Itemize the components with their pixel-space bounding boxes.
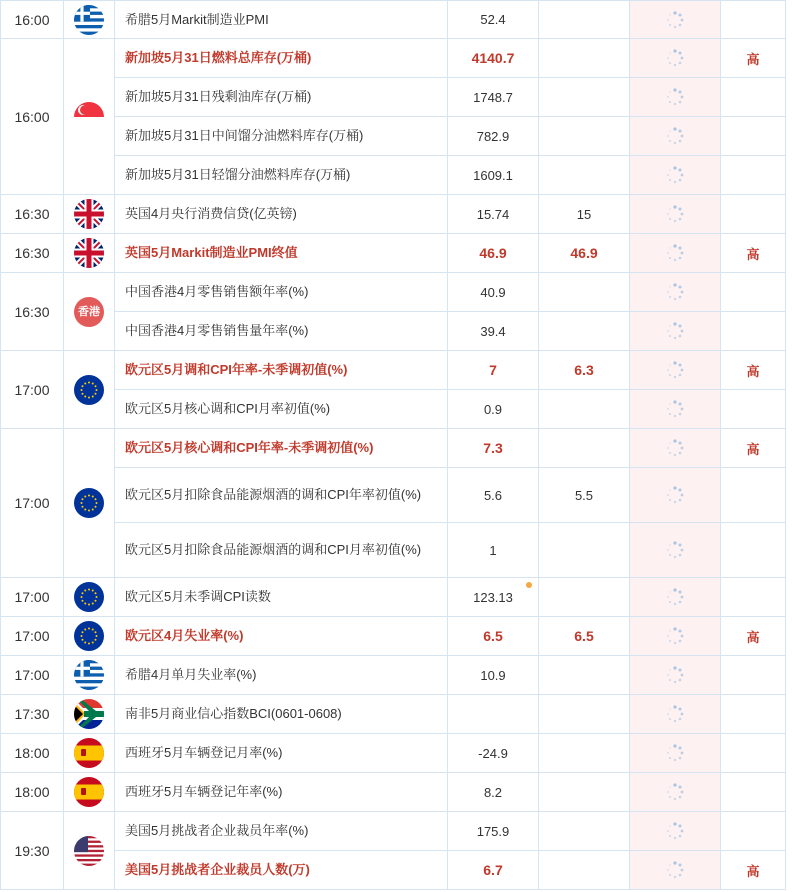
event-time: 19:30 xyxy=(1,812,64,890)
loading-spinner-icon xyxy=(666,705,684,723)
loading-spinner-icon xyxy=(666,627,684,645)
importance-label xyxy=(721,195,786,234)
event-time: 18:00 xyxy=(1,773,64,812)
previous-value[interactable]: 123.13 xyxy=(448,578,539,617)
table-row xyxy=(1,117,786,156)
event-name[interactable]: 新加坡5月31日残剩油库存(万桶) xyxy=(115,78,448,117)
previous-value: 6.5 xyxy=(448,617,539,656)
importance-label xyxy=(721,273,786,312)
loading-spinner-icon xyxy=(666,486,684,504)
forecast-value: 15 xyxy=(539,195,630,234)
loading-spinner-icon xyxy=(666,166,684,184)
importance-label xyxy=(721,812,786,851)
forecast-value xyxy=(539,273,630,312)
loading-spinner-icon xyxy=(666,400,684,418)
importance-label xyxy=(721,734,786,773)
loading-spinner-icon xyxy=(666,49,684,67)
forecast-value: 46.9 xyxy=(539,234,630,273)
previous-value: 1609.1 xyxy=(448,156,539,195)
previous-value: 0.9 xyxy=(448,390,539,429)
eu-flag-icon xyxy=(74,582,104,612)
loading-spinner-icon xyxy=(666,127,684,145)
previous-value: 52.4 xyxy=(448,1,539,39)
event-time: 18:00 xyxy=(1,734,64,773)
forecast-value xyxy=(539,39,630,78)
us-flag-icon xyxy=(74,836,104,866)
previous-value: 8.2 xyxy=(448,773,539,812)
table-row xyxy=(1,1,786,39)
table-row xyxy=(1,734,786,773)
previous-value: 1748.7 xyxy=(448,78,539,117)
loading-spinner-icon xyxy=(666,666,684,684)
event-time: 17:00 xyxy=(1,351,64,429)
event-name[interactable]: 中国香港4月零售销售量年率(%) xyxy=(115,312,448,351)
table-row xyxy=(1,312,786,351)
event-name[interactable]: 希腊5月Markit制造业PMI xyxy=(115,1,448,39)
table-row xyxy=(1,390,786,429)
event-time: 16:00 xyxy=(1,39,64,195)
previous-value: 10.9 xyxy=(448,656,539,695)
forecast-value xyxy=(539,851,630,890)
event-name[interactable]: 新加坡5月31日中间馏分油燃料库存(万桶) xyxy=(115,117,448,156)
forecast-value xyxy=(539,578,630,617)
loading-spinner-icon xyxy=(666,744,684,762)
table-row xyxy=(1,156,786,195)
forecast-value xyxy=(539,312,630,351)
loading-spinner-icon xyxy=(666,322,684,340)
table-row xyxy=(1,656,786,695)
importance-label xyxy=(721,695,786,734)
uk-flag-icon xyxy=(74,238,104,268)
forecast-value xyxy=(539,429,630,468)
hongkong-flag-icon: 香港 xyxy=(74,297,104,327)
loading-spinner-icon xyxy=(666,541,684,559)
table-row xyxy=(1,351,786,390)
table-row xyxy=(1,273,786,312)
table-row xyxy=(1,78,786,117)
previous-value: 7 xyxy=(448,351,539,390)
loading-spinner-icon xyxy=(666,244,684,262)
table-row xyxy=(1,695,786,734)
forecast-value xyxy=(539,734,630,773)
table-row xyxy=(1,773,786,812)
importance-label: 高 xyxy=(721,429,786,468)
event-name[interactable]: 欧元区5月扣除食品能源烟酒的调和CPI年率初值(%) xyxy=(115,468,448,523)
forecast-value xyxy=(539,78,630,117)
event-name[interactable]: 美国5月挑战者企业裁员人数(万) xyxy=(115,851,448,890)
event-name[interactable]: 欧元区5月调和CPI年率-未季调初值(%) xyxy=(115,351,448,390)
importance-label xyxy=(721,312,786,351)
event-name[interactable]: 英国5月Markit制造业PMI终值 xyxy=(115,234,448,273)
table-row xyxy=(1,234,786,273)
table-row xyxy=(1,523,786,578)
event-name[interactable]: 西班牙5月车辆登记年率(%) xyxy=(115,773,448,812)
south-africa-flag-icon xyxy=(74,699,104,729)
importance-label xyxy=(721,773,786,812)
importance-label: 高 xyxy=(721,617,786,656)
forecast-value xyxy=(539,656,630,695)
forecast-value: 6.3 xyxy=(539,351,630,390)
event-name[interactable]: 南非5月商业信心指数BCI(0601-0608) xyxy=(115,695,448,734)
forecast-value xyxy=(539,695,630,734)
forecast-value xyxy=(539,773,630,812)
previous-value: 46.9 xyxy=(448,234,539,273)
previous-value: 5.6 xyxy=(448,468,539,523)
event-name[interactable]: 欧元区5月扣除食品能源烟酒的调和CPI月率初值(%) xyxy=(115,523,448,578)
loading-spinner-icon xyxy=(666,205,684,223)
spain-flag-icon xyxy=(74,738,104,768)
forecast-value xyxy=(539,390,630,429)
previous-value: 175.9 xyxy=(448,812,539,851)
table-row xyxy=(1,851,786,890)
table-row xyxy=(1,617,786,656)
loading-spinner-icon xyxy=(666,783,684,801)
loading-spinner-icon xyxy=(666,822,684,840)
table-row xyxy=(1,812,786,851)
table-row xyxy=(1,429,786,468)
loading-spinner-icon xyxy=(666,861,684,879)
importance-label xyxy=(721,578,786,617)
event-name[interactable]: 新加坡5月31日燃料总库存(万桶) xyxy=(115,39,448,78)
event-name[interactable]: 欧元区4月失业率(%) xyxy=(115,617,448,656)
event-name[interactable]: 欧元区5月核心调和CPI年率-未季调初值(%) xyxy=(115,429,448,468)
previous-value: 40.9 xyxy=(448,273,539,312)
previous-value: 782.9 xyxy=(448,117,539,156)
forecast-value xyxy=(539,1,630,39)
importance-label xyxy=(721,390,786,429)
importance-label xyxy=(721,78,786,117)
loading-spinner-icon xyxy=(666,283,684,301)
forecast-value xyxy=(539,523,630,578)
forecast-value: 6.5 xyxy=(539,617,630,656)
importance-label: 高 xyxy=(721,351,786,390)
table-row xyxy=(1,468,786,523)
loading-spinner-icon xyxy=(666,588,684,606)
loading-spinner-icon xyxy=(666,88,684,106)
importance-label: 高 xyxy=(721,39,786,78)
loading-spinner-icon xyxy=(666,361,684,379)
eu-flag-icon xyxy=(74,621,104,651)
event-name[interactable]: 欧元区5月未季调CPI读数 xyxy=(115,578,448,617)
forecast-value xyxy=(539,156,630,195)
previous-value: 1 xyxy=(448,523,539,578)
singapore-flag-icon xyxy=(74,102,104,132)
importance-label xyxy=(721,156,786,195)
table-row xyxy=(1,39,786,78)
greece-flag-icon xyxy=(74,5,104,35)
eu-flag-icon xyxy=(74,375,104,405)
importance-label: 高 xyxy=(721,851,786,890)
eu-flag-icon xyxy=(74,488,104,518)
previous-value xyxy=(448,695,539,734)
event-time: 17:30 xyxy=(1,695,64,734)
event-name[interactable]: 希腊4月单月失业率(%) xyxy=(115,656,448,695)
previous-value: -24.9 xyxy=(448,734,539,773)
loading-spinner-icon xyxy=(666,439,684,457)
importance-label xyxy=(721,117,786,156)
event-name[interactable]: 英国4月央行消费信贷(亿英镑) xyxy=(115,195,448,234)
table-row xyxy=(1,578,786,617)
event-name[interactable]: 西班牙5月车辆登记月率(%) xyxy=(115,734,448,773)
event-time: 17:00 xyxy=(1,617,64,656)
event-time: 16:30 xyxy=(1,195,64,234)
event-time: 16:00 xyxy=(1,1,64,39)
loading-spinner-icon xyxy=(666,11,684,29)
event-time: 17:00 xyxy=(1,429,64,578)
event-time: 17:00 xyxy=(1,656,64,695)
event-time: 16:30 xyxy=(1,234,64,273)
forecast-value: 5.5 xyxy=(539,468,630,523)
previous-value: 15.74 xyxy=(448,195,539,234)
importance-label xyxy=(721,1,786,39)
event-time: 16:30 xyxy=(1,273,64,351)
previous-value: 7.3 xyxy=(448,429,539,468)
forecast-value xyxy=(539,117,630,156)
event-name[interactable]: 美国5月挑战者企业裁员年率(%) xyxy=(115,812,448,851)
uk-flag-icon xyxy=(74,199,104,229)
event-name[interactable]: 新加坡5月31日轻馏分油燃料库存(万桶) xyxy=(115,156,448,195)
event-name[interactable]: 中国香港4月零售销售额年率(%) xyxy=(115,273,448,312)
event-time: 17:00 xyxy=(1,578,64,617)
greece-flag-icon xyxy=(74,660,104,690)
importance-label: 高 xyxy=(721,234,786,273)
table-row xyxy=(1,195,786,234)
importance-label xyxy=(721,523,786,578)
importance-label xyxy=(721,656,786,695)
previous-value: 6.7 xyxy=(448,851,539,890)
previous-value: 39.4 xyxy=(448,312,539,351)
event-name[interactable]: 欧元区5月核心调和CPI月率初值(%) xyxy=(115,390,448,429)
spain-flag-icon xyxy=(74,777,104,807)
forecast-value xyxy=(539,812,630,851)
importance-label xyxy=(721,468,786,523)
previous-value: 4140.7 xyxy=(448,39,539,78)
